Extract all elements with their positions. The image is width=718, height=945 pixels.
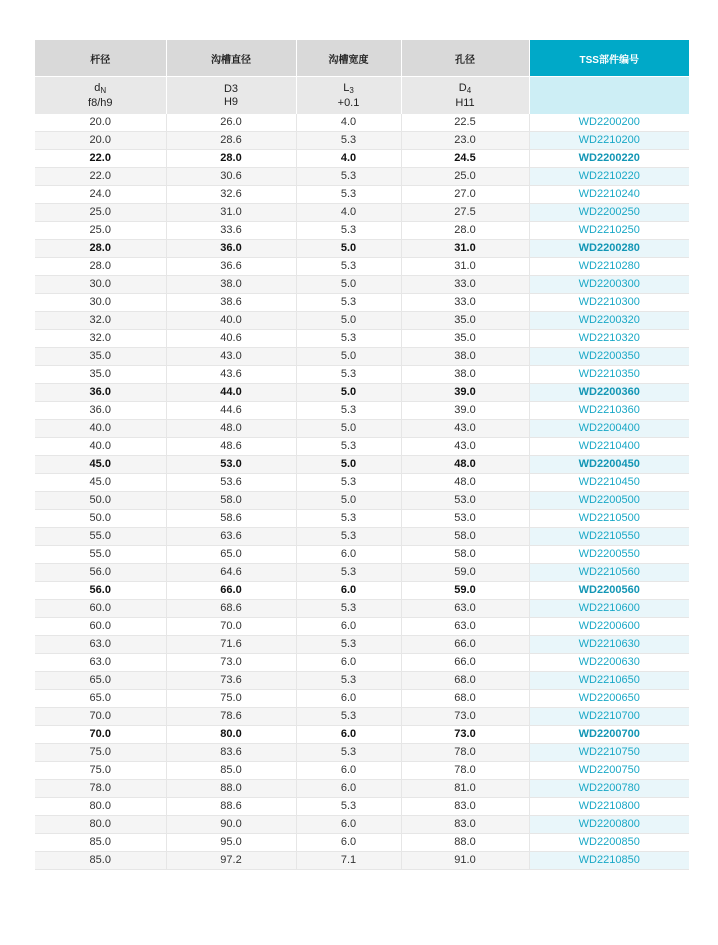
cell-groove-width: 5.3: [296, 294, 401, 312]
cell-rod-diameter: 28.0: [35, 240, 166, 258]
cell-groove-width: 5.0: [296, 456, 401, 474]
cell-groove-diameter: 64.6: [166, 564, 296, 582]
cell-groove-width: 5.3: [296, 474, 401, 492]
cell-bore-diameter: 83.0: [401, 816, 529, 834]
cell-groove-width: 5.3: [296, 600, 401, 618]
symbol-d3: D3: [223, 82, 239, 95]
cell-groove-diameter: 33.6: [166, 222, 296, 240]
cell-groove-width: 5.0: [296, 420, 401, 438]
cell-groove-width: 4.0: [296, 150, 401, 168]
cell-bore-diameter: 68.0: [401, 690, 529, 708]
cell-groove-diameter: 73.0: [166, 654, 296, 672]
cell-groove-width: 5.3: [296, 402, 401, 420]
cell-part-number[interactable]: WD2200280: [529, 240, 689, 258]
cell-part-number[interactable]: WD2210600: [529, 600, 689, 618]
cell-groove-diameter: 63.6: [166, 528, 296, 546]
table-row: [35, 438, 689, 456]
header-bore-diameter: 孔径: [401, 40, 529, 77]
cell-bore-diameter: 23.0: [401, 132, 529, 150]
cell-groove-width: 4.0: [296, 204, 401, 222]
cell-part-number[interactable]: WD2210560: [529, 564, 689, 582]
table-row: [35, 204, 689, 222]
cell-part-number[interactable]: WD2210220: [529, 168, 689, 186]
cell-groove-width: 5.3: [296, 744, 401, 762]
cell-rod-diameter: 60.0: [35, 600, 166, 618]
cell-part-number[interactable]: WD2210850: [529, 852, 689, 870]
cell-rod-diameter: 70.0: [35, 726, 166, 744]
cell-part-number[interactable]: WD2200300: [529, 276, 689, 294]
cell-rod-diameter: 28.0: [35, 258, 166, 276]
cell-bore-diameter: 48.0: [401, 474, 529, 492]
cell-bore-diameter: 35.0: [401, 312, 529, 330]
table-row: [35, 744, 689, 762]
cell-groove-width: 5.3: [296, 438, 401, 456]
cell-part-number[interactable]: WD2200360: [529, 384, 689, 402]
cell-rod-diameter: 55.0: [35, 546, 166, 564]
subheader-d3: [166, 77, 296, 115]
table-row: [35, 528, 689, 546]
table-row: [35, 600, 689, 618]
seal-dimension-table: [35, 40, 689, 870]
cell-bore-diameter: 39.0: [401, 402, 529, 420]
cell-part-number[interactable]: WD2200550: [529, 546, 689, 564]
header-tss-part-number: TSS部件编号: [529, 40, 689, 77]
header-groove-width: 沟槽宽度: [296, 40, 401, 77]
cell-rod-diameter: 50.0: [35, 510, 166, 528]
cell-rod-diameter: 25.0: [35, 222, 166, 240]
cell-groove-width: 5.0: [296, 240, 401, 258]
cell-bore-diameter: 27.0: [401, 186, 529, 204]
cell-rod-diameter: 56.0: [35, 564, 166, 582]
cell-groove-width: 5.3: [296, 168, 401, 186]
cell-bore-diameter: 66.0: [401, 636, 529, 654]
cell-groove-width: 5.3: [296, 708, 401, 726]
table-body: [35, 114, 689, 870]
cell-groove-width: 5.0: [296, 348, 401, 366]
cell-part-number[interactable]: WD2210240: [529, 186, 689, 204]
cell-rod-diameter: 32.0: [35, 330, 166, 348]
cell-bore-diameter: 66.0: [401, 654, 529, 672]
cell-bore-diameter: 73.0: [401, 708, 529, 726]
cell-bore-diameter: 48.0: [401, 456, 529, 474]
cell-groove-diameter: 73.6: [166, 672, 296, 690]
table-row: [35, 114, 689, 132]
cell-bore-diameter: 31.0: [401, 240, 529, 258]
cell-groove-diameter: 30.6: [166, 168, 296, 186]
cell-groove-diameter: 85.0: [166, 762, 296, 780]
cell-rod-diameter: 22.0: [35, 150, 166, 168]
cell-groove-diameter: 97.2: [166, 852, 296, 870]
cell-groove-width: 5.3: [296, 222, 401, 240]
cell-bore-diameter: 53.0: [401, 492, 529, 510]
symbol-d4: $D_4$: [458, 81, 472, 95]
cell-groove-diameter: 83.6: [166, 744, 296, 762]
cell-bore-diameter: 58.0: [401, 528, 529, 546]
cell-bore-diameter: 33.0: [401, 276, 529, 294]
cell-groove-diameter: 40.0: [166, 312, 296, 330]
cell-groove-diameter: 38.6: [166, 294, 296, 312]
cell-groove-width: 5.0: [296, 384, 401, 402]
cell-groove-width: 7.1: [296, 852, 401, 870]
cell-groove-diameter: 44.0: [166, 384, 296, 402]
cell-bore-diameter: 31.0: [401, 258, 529, 276]
cell-bore-diameter: 28.0: [401, 222, 529, 240]
cell-part-number[interactable]: WD2200350: [529, 348, 689, 366]
cell-rod-diameter: 24.0: [35, 186, 166, 204]
table-row: [35, 690, 689, 708]
cell-bore-diameter: 24.5: [401, 150, 529, 168]
cell-rod-diameter: 85.0: [35, 834, 166, 852]
seal-dimension-table-container: [35, 40, 689, 870]
cell-rod-diameter: 75.0: [35, 762, 166, 780]
cell-bore-diameter: 78.0: [401, 744, 529, 762]
table-row: [35, 708, 689, 726]
cell-rod-diameter: 80.0: [35, 798, 166, 816]
table-row: [35, 834, 689, 852]
cell-groove-diameter: 48.6: [166, 438, 296, 456]
cell-part-number[interactable]: WD2210500: [529, 510, 689, 528]
tolerance-plus-0-1: +0.1: [337, 96, 360, 109]
table-row: [35, 654, 689, 672]
cell-groove-width: 6.0: [296, 690, 401, 708]
table-row: [35, 402, 689, 420]
cell-part-number[interactable]: WD2200200: [529, 114, 689, 132]
cell-part-number[interactable]: WD2200220: [529, 150, 689, 168]
cell-rod-diameter: 40.0: [35, 438, 166, 456]
cell-rod-diameter: 20.0: [35, 132, 166, 150]
symbol-l3: $L_3$: [343, 81, 354, 95]
cell-part-number[interactable]: WD2210320: [529, 330, 689, 348]
cell-bore-diameter: 43.0: [401, 420, 529, 438]
table-row: [35, 150, 689, 168]
cell-part-number[interactable]: WD2210450: [529, 474, 689, 492]
header-groove-diameter: 沟槽直径: [166, 40, 296, 77]
cell-bore-diameter: 38.0: [401, 366, 529, 384]
cell-rod-diameter: 45.0: [35, 456, 166, 474]
cell-rod-diameter: 32.0: [35, 312, 166, 330]
subheader-tss-empty: [529, 77, 689, 115]
cell-groove-width: 5.3: [296, 672, 401, 690]
table-row: [35, 564, 689, 582]
cell-groove-width: 5.3: [296, 366, 401, 384]
cell-part-number[interactable]: WD2210750: [529, 744, 689, 762]
cell-rod-diameter: 36.0: [35, 384, 166, 402]
cell-bore-diameter: 59.0: [401, 564, 529, 582]
cell-groove-diameter: 26.0: [166, 114, 296, 132]
cell-groove-diameter: 75.0: [166, 690, 296, 708]
cell-groove-width: 6.0: [296, 834, 401, 852]
cell-bore-diameter: 33.0: [401, 294, 529, 312]
cell-bore-diameter: 91.0: [401, 852, 529, 870]
table-row: [35, 474, 689, 492]
cell-bore-diameter: 38.0: [401, 348, 529, 366]
cell-groove-width: 5.0: [296, 276, 401, 294]
cell-rod-diameter: 55.0: [35, 528, 166, 546]
header-rod-diameter: 杆径: [35, 40, 166, 77]
cell-groove-width: 6.0: [296, 654, 401, 672]
table-row: [35, 636, 689, 654]
cell-groove-width: 5.3: [296, 564, 401, 582]
cell-groove-width: 5.0: [296, 312, 401, 330]
cell-groove-width: 5.0: [296, 492, 401, 510]
table-row: [35, 780, 689, 798]
cell-groove-width: 6.0: [296, 582, 401, 600]
table-row: [35, 222, 689, 240]
cell-groove-width: 6.0: [296, 816, 401, 834]
cell-groove-diameter: 65.0: [166, 546, 296, 564]
cell-groove-diameter: 31.0: [166, 204, 296, 222]
subheader-dn: [35, 77, 166, 115]
cell-groove-diameter: 95.0: [166, 834, 296, 852]
cell-groove-diameter: 88.6: [166, 798, 296, 816]
symbol-dn: $d_N$: [94, 81, 107, 95]
cell-part-number[interactable]: WD2200320: [529, 312, 689, 330]
table-row: [35, 546, 689, 564]
cell-rod-diameter: 65.0: [35, 672, 166, 690]
cell-rod-diameter: 35.0: [35, 348, 166, 366]
cell-part-number[interactable]: WD2200400: [529, 420, 689, 438]
cell-groove-diameter: 32.6: [166, 186, 296, 204]
cell-rod-diameter: 85.0: [35, 852, 166, 870]
cell-bore-diameter: 22.5: [401, 114, 529, 132]
table-row: [35, 330, 689, 348]
cell-groove-width: 5.3: [296, 510, 401, 528]
table-row: [35, 798, 689, 816]
cell-bore-diameter: 78.0: [401, 762, 529, 780]
cell-rod-diameter: 65.0: [35, 690, 166, 708]
table-row: [35, 384, 689, 402]
cell-part-number[interactable]: WD2210400: [529, 438, 689, 456]
subheader-row: [35, 77, 689, 115]
cell-groove-width: 5.3: [296, 528, 401, 546]
table-row: [35, 294, 689, 312]
cell-bore-diameter: 81.0: [401, 780, 529, 798]
cell-rod-diameter: 70.0: [35, 708, 166, 726]
cell-bore-diameter: 43.0: [401, 438, 529, 456]
tolerance-h9: H9: [223, 95, 239, 108]
cell-bore-diameter: 68.0: [401, 672, 529, 690]
cell-groove-diameter: 44.6: [166, 402, 296, 420]
cell-bore-diameter: 88.0: [401, 834, 529, 852]
cell-groove-diameter: 71.6: [166, 636, 296, 654]
cell-rod-diameter: 40.0: [35, 420, 166, 438]
cell-part-number[interactable]: WD2210360: [529, 402, 689, 420]
cell-groove-diameter: 80.0: [166, 726, 296, 744]
cell-part-number[interactable]: WD2210800: [529, 798, 689, 816]
cell-part-number[interactable]: WD2210250: [529, 222, 689, 240]
cell-groove-diameter: 70.0: [166, 618, 296, 636]
cell-groove-width: 5.3: [296, 132, 401, 150]
cell-groove-width: 6.0: [296, 780, 401, 798]
cell-rod-diameter: 20.0: [35, 114, 166, 132]
subheader-d4: [401, 77, 529, 115]
table-row: [35, 240, 689, 258]
cell-rod-diameter: 60.0: [35, 618, 166, 636]
cell-bore-diameter: 35.0: [401, 330, 529, 348]
table-row: [35, 582, 689, 600]
cell-groove-diameter: 38.0: [166, 276, 296, 294]
cell-groove-width: 6.0: [296, 762, 401, 780]
table-row: [35, 456, 689, 474]
cell-bore-diameter: 83.0: [401, 798, 529, 816]
cell-part-number[interactable]: WD2210550: [529, 528, 689, 546]
cell-part-number[interactable]: WD2200650: [529, 690, 689, 708]
cell-part-number[interactable]: WD2200850: [529, 834, 689, 852]
table-row: [35, 348, 689, 366]
cell-bore-diameter: 63.0: [401, 600, 529, 618]
cell-rod-diameter: 56.0: [35, 582, 166, 600]
cell-rod-diameter: 30.0: [35, 276, 166, 294]
table-row: [35, 312, 689, 330]
cell-rod-diameter: 80.0: [35, 816, 166, 834]
table-row: [35, 258, 689, 276]
cell-groove-width: 6.0: [296, 546, 401, 564]
cell-bore-diameter: 59.0: [401, 582, 529, 600]
cell-part-number[interactable]: WD2210350: [529, 366, 689, 384]
cell-part-number[interactable]: WD2200560: [529, 582, 689, 600]
table-row: [35, 510, 689, 528]
cell-part-number[interactable]: WD2210650: [529, 672, 689, 690]
cell-groove-diameter: 43.6: [166, 366, 296, 384]
cell-groove-diameter: 68.6: [166, 600, 296, 618]
cell-groove-diameter: 48.0: [166, 420, 296, 438]
cell-part-number[interactable]: WD2200450: [529, 456, 689, 474]
cell-part-number[interactable]: WD2200250: [529, 204, 689, 222]
cell-rod-diameter: 22.0: [35, 168, 166, 186]
cell-groove-diameter: 28.6: [166, 132, 296, 150]
cell-groove-diameter: 78.6: [166, 708, 296, 726]
cell-bore-diameter: 63.0: [401, 618, 529, 636]
table-row: [35, 618, 689, 636]
cell-rod-diameter: 78.0: [35, 780, 166, 798]
cell-bore-diameter: 25.0: [401, 168, 529, 186]
cell-bore-diameter: 39.0: [401, 384, 529, 402]
table-row: [35, 492, 689, 510]
cell-groove-width: 6.0: [296, 618, 401, 636]
cell-part-number[interactable]: WD2210300: [529, 294, 689, 312]
cell-rod-diameter: 35.0: [35, 366, 166, 384]
cell-groove-width: 5.3: [296, 330, 401, 348]
cell-groove-width: 5.3: [296, 636, 401, 654]
cell-groove-diameter: 28.0: [166, 150, 296, 168]
cell-groove-width: 6.0: [296, 726, 401, 744]
cell-groove-diameter: 66.0: [166, 582, 296, 600]
cell-bore-diameter: 58.0: [401, 546, 529, 564]
cell-rod-diameter: 63.0: [35, 636, 166, 654]
table-row: [35, 132, 689, 150]
cell-part-number[interactable]: WD2210700: [529, 708, 689, 726]
cell-groove-diameter: 40.6: [166, 330, 296, 348]
tolerance-h11: H11: [455, 96, 475, 109]
cell-groove-diameter: 90.0: [166, 816, 296, 834]
cell-groove-diameter: 43.0: [166, 348, 296, 366]
cell-part-number[interactable]: WD2200500: [529, 492, 689, 510]
table-row: [35, 816, 689, 834]
header-row: [35, 40, 689, 77]
cell-rod-diameter: 36.0: [35, 402, 166, 420]
cell-groove-diameter: 88.0: [166, 780, 296, 798]
table-row: [35, 762, 689, 780]
cell-part-number[interactable]: WD2200630: [529, 654, 689, 672]
cell-part-number[interactable]: WD2200700: [529, 726, 689, 744]
cell-groove-width: 5.3: [296, 186, 401, 204]
cell-groove-width: 5.3: [296, 258, 401, 276]
cell-part-number[interactable]: WD2210280: [529, 258, 689, 276]
cell-rod-diameter: 45.0: [35, 474, 166, 492]
table-row: [35, 186, 689, 204]
cell-bore-diameter: 73.0: [401, 726, 529, 744]
cell-groove-diameter: 36.6: [166, 258, 296, 276]
cell-bore-diameter: 27.5: [401, 204, 529, 222]
table-row: [35, 366, 689, 384]
table-row: [35, 726, 689, 744]
table-row: [35, 276, 689, 294]
cell-rod-diameter: 50.0: [35, 492, 166, 510]
cell-part-number[interactable]: WD2200600: [529, 618, 689, 636]
cell-groove-diameter: 58.6: [166, 510, 296, 528]
table-row: [35, 420, 689, 438]
cell-groove-width: 5.3: [296, 798, 401, 816]
cell-bore-diameter: 53.0: [401, 510, 529, 528]
cell-part-number[interactable]: WD2200780: [529, 780, 689, 798]
cell-rod-diameter: 25.0: [35, 204, 166, 222]
table-row: [35, 672, 689, 690]
cell-rod-diameter: 63.0: [35, 654, 166, 672]
cell-part-number[interactable]: WD2200750: [529, 762, 689, 780]
table-row: [35, 852, 689, 870]
cell-rod-diameter: 30.0: [35, 294, 166, 312]
cell-groove-width: 4.0: [296, 114, 401, 132]
tolerance-f8h9: f8/h9: [88, 96, 113, 109]
cell-part-number[interactable]: WD2200800: [529, 816, 689, 834]
table-row: [35, 168, 689, 186]
cell-part-number[interactable]: WD2210630: [529, 636, 689, 654]
cell-groove-diameter: 53.0: [166, 456, 296, 474]
subheader-l3: [296, 77, 401, 115]
cell-groove-diameter: 53.6: [166, 474, 296, 492]
cell-groove-diameter: 36.0: [166, 240, 296, 258]
cell-part-number[interactable]: WD2210200: [529, 132, 689, 150]
cell-rod-diameter: 75.0: [35, 744, 166, 762]
cell-groove-diameter: 58.0: [166, 492, 296, 510]
